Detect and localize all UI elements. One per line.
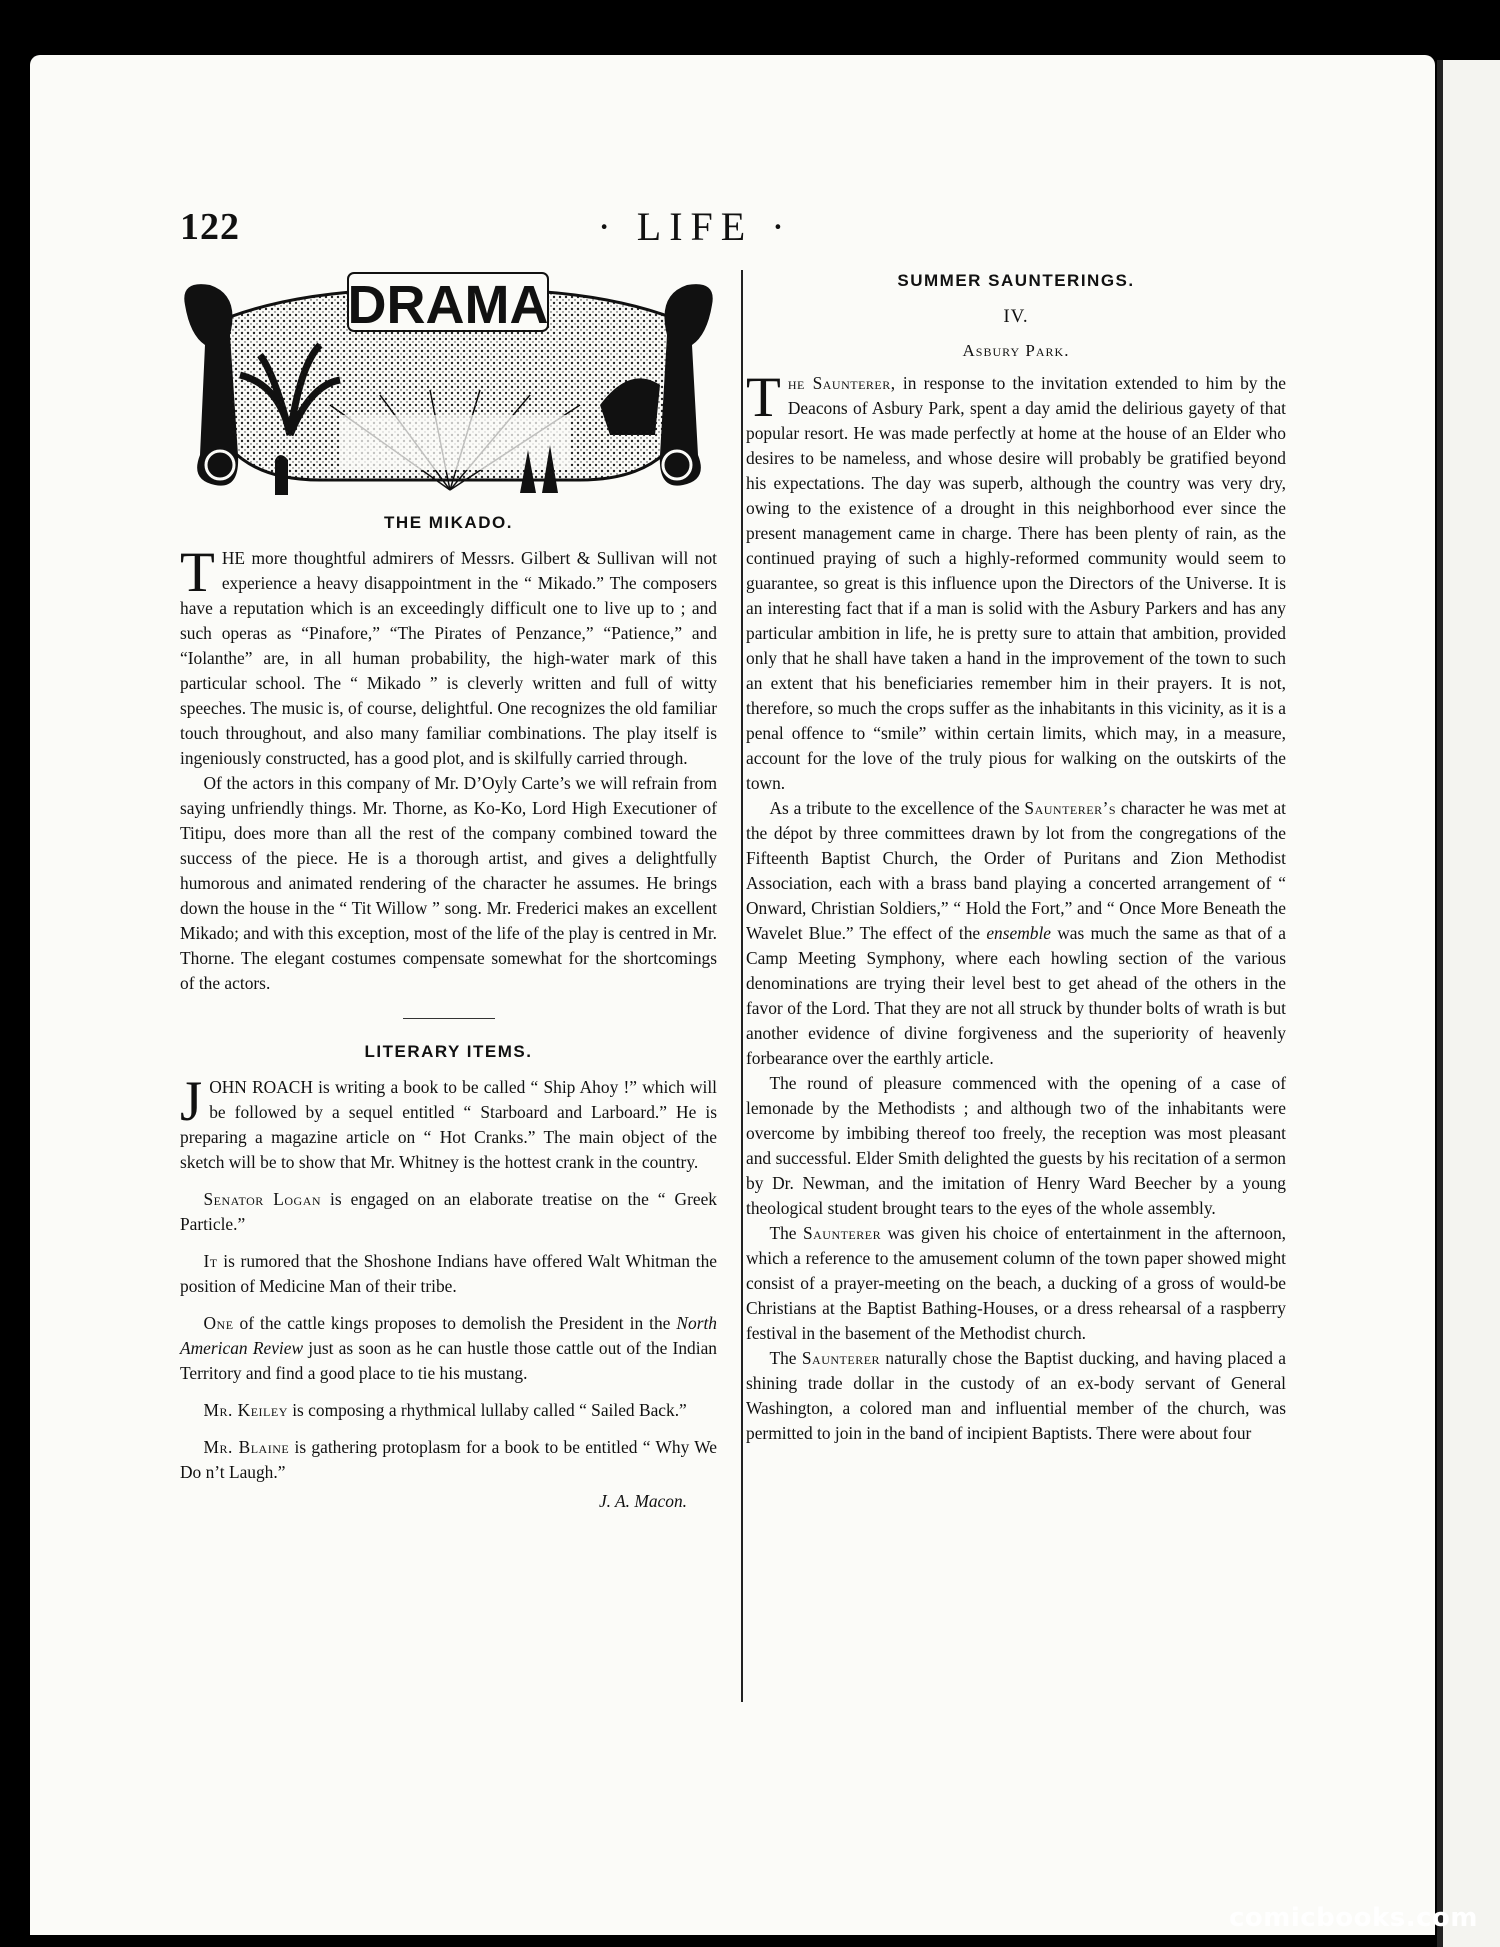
site-watermark[interactable]: comicbooks.com	[1228, 1903, 1478, 1933]
saunterings-paragraph-5: The Saunterer naturally chose the Baptist ducking, and having placed a shining trade dollar in the custody of an ex-body servant of General Washington, a colored man and influential member of the church, was permitted to join in the band of incipient Baptists. There were about four	[746, 1348, 1286, 1443]
literary-item-2: Senator Logan is engaged on an elaborate treatise on the “ Greek Particle.”	[180, 1189, 717, 1234]
section-divider	[403, 1018, 495, 1019]
adjacent-page-edge	[1437, 60, 1500, 1947]
drama-banner-illustration	[180, 265, 717, 500]
place-subheading: Asbury Park.	[962, 341, 1070, 360]
drama-banner-title: DRAMA	[347, 275, 549, 335]
heading-mikado: THE MIKADO.	[384, 513, 513, 532]
heading-literary-items: LITERARY ITEMS.	[364, 1042, 533, 1061]
saunterings-paragraph-4: The Saunterer was given his choice of entertainment in the afternoon, which a reference to the amusement column of the town paper showed might consist of a prayer-meeting on the beach, a ducking of a gross of would-be Christians at the Baptist Bathing-Houses, or a dress rehearsal of a raspberry festival in the basement of the Methodist church.	[746, 1223, 1286, 1343]
drop-cap: J	[180, 1070, 203, 1133]
literary-item-3: It is rumored that the Shoshone Indians have offered Walt Whitman the position of Medicine Man of their tribe.	[180, 1251, 717, 1296]
literary-item-1: JOHN ROACH is writing a book to be called “ Ship Ahoy !” which will be followed by a sequel entitled “ Starboard and Larboard.” He is preparing a magazine article on “ Hot Cranks.” The main object of the sketch will be to show that Mr. Whitney is the hottest crank in the country.	[180, 1070, 717, 1172]
saunterings-paragraph-1: The Saunterer, in response to the invitation extended to him by the Deacons of Asbury Park, spent a day amid the delirious gayety of that popular resort. He was made perfectly at home at the house of an Elder who desires to be nameless, and whose desire will probably be gratified beyond his expectations. The day was superb, although the country was very dry, owing to the existence of a drought in this neighborhood ever since the present management came in charge. There has been plenty of rain, as the continued praying of such a highly-reformed community would seem to guarantee, so great is this influence upon the Directors of the Universe. It is an interesting fact that if a man is solid with the Asbury Parkers and has any particular ambition in life, he is pretty sure to attain that ambition, provided only that he shall have taken a hand in the improvement of the town to such an extent that his beneficiaries remember him in their prayers. It is not, therefore, so much the crops suffer as the inhabitants in this vicinity, as it is a penal offence to “smile” within certain limits, which may, in a measure, account for the love of the truly pious for walking on the outskirts of the town.	[746, 366, 1287, 793]
column-rule	[741, 270, 743, 1702]
mikado-paragraph-1: THE more thoughtful admirers of Messrs. Gilbert & Sullivan will not experience a heavy disappointment in the “ Mikado.” The composers have a reputation which is an exceedingly difficult one to live up to ; and such operas as “Pinafore,” “The Pirates of Penzance,” “Patience,” and “Iolanthe” are, in all human probability, the high-water mark of this particular school. The “ Mikado ” is cleverly written and full of witty speeches. The music is, of course, delightful. One recognizes the old familiar touch throughout, and also many familiar combinations. The play itself is ingeniously constructed, has a good plot, and is skilfully carried through.	[180, 541, 717, 768]
saunterings-paragraph-2: As a tribute to the excellence of the Saunterer’s character he was met at the dépot by three committees drawn by lot from the congregations of the Fifteenth Baptist Church, the Order of Puritans and Zion Methodist Association, each with a brass band playing a concerted arrangement of “ Onward, Christian Soldiers,” “ Hold the Fort,” and “ Once More Beneath the Wavelet Blue.” The effect of the ensemble was much the same as that of a Camp Meeting Symphony, where each howling section of the various denominations are trying their level best to get ahead of the others in the favor of the Lord. That they are not all struck by thunder bolts of wrath is but another evidence of divine forgiveness and the superiority of heavenly forbearance over the earthly article.	[746, 798, 1286, 1068]
saunterings-paragraph-3: The round of pleasure commenced with the opening of a case of lemonade by the Methodists ; and although two of the inhabitants were overcome by imbibing thereof too freely, the reception was most pleasant and successful. Elder Smith delighted the guests by his recitation of a sermon by Dr. Newman, and the imitation of Henry Ward Beecher by a young theological student brought tears to the eyes of the whole assembly.	[746, 1073, 1286, 1218]
page-number: 122	[180, 206, 240, 248]
literary-item-6: Mr. Blaine is gathering protoplasm for a book to be entitled “ Why We Do n’t Laugh.”	[180, 1437, 718, 1482]
drop-cap: T	[180, 541, 215, 604]
installment-number: IV.	[1003, 306, 1029, 327]
drop-cap: T	[746, 366, 781, 429]
heading-summer-saunterings: SUMMER SAUNTERINGS.	[897, 271, 1135, 290]
literary-item-5: Mr. Keiley is composing a rhythmical lullaby called “ Sailed Back.”	[203, 1400, 687, 1420]
masthead: · LIFE ·	[597, 204, 793, 249]
literary-item-4: One of the cattle kings proposes to demolish the President in the North American Review just as soon as he can hustle those cattle out of the Indian Territory and find a good place to tie his mustang.	[180, 1313, 717, 1383]
signature: J. A. Macon.	[598, 1491, 687, 1511]
mikado-paragraph-2: Of the actors in this company of Mr. D’Oyly Carte’s we will refrain from saying unfriendly things. Mr. Thorne, as Ko-Ko, Lord High Executioner of Titipu, does more than all the rest of the company combined toward the success of the piece. He is a thorough artist, and gives a delightfully humorous and animated rendering of the character he assumes. He brings down the house in the “ Tit Willow ” song. Mr. Frederici makes an excellent Mikado; and with this exception, most of the life of the play is centred in Mr. Thorne. The elegant costumes compensate somewhat for the shortcomings of the actors.	[180, 773, 717, 993]
left-column	[180, 265, 717, 1514]
right-column	[746, 265, 1286, 1446]
